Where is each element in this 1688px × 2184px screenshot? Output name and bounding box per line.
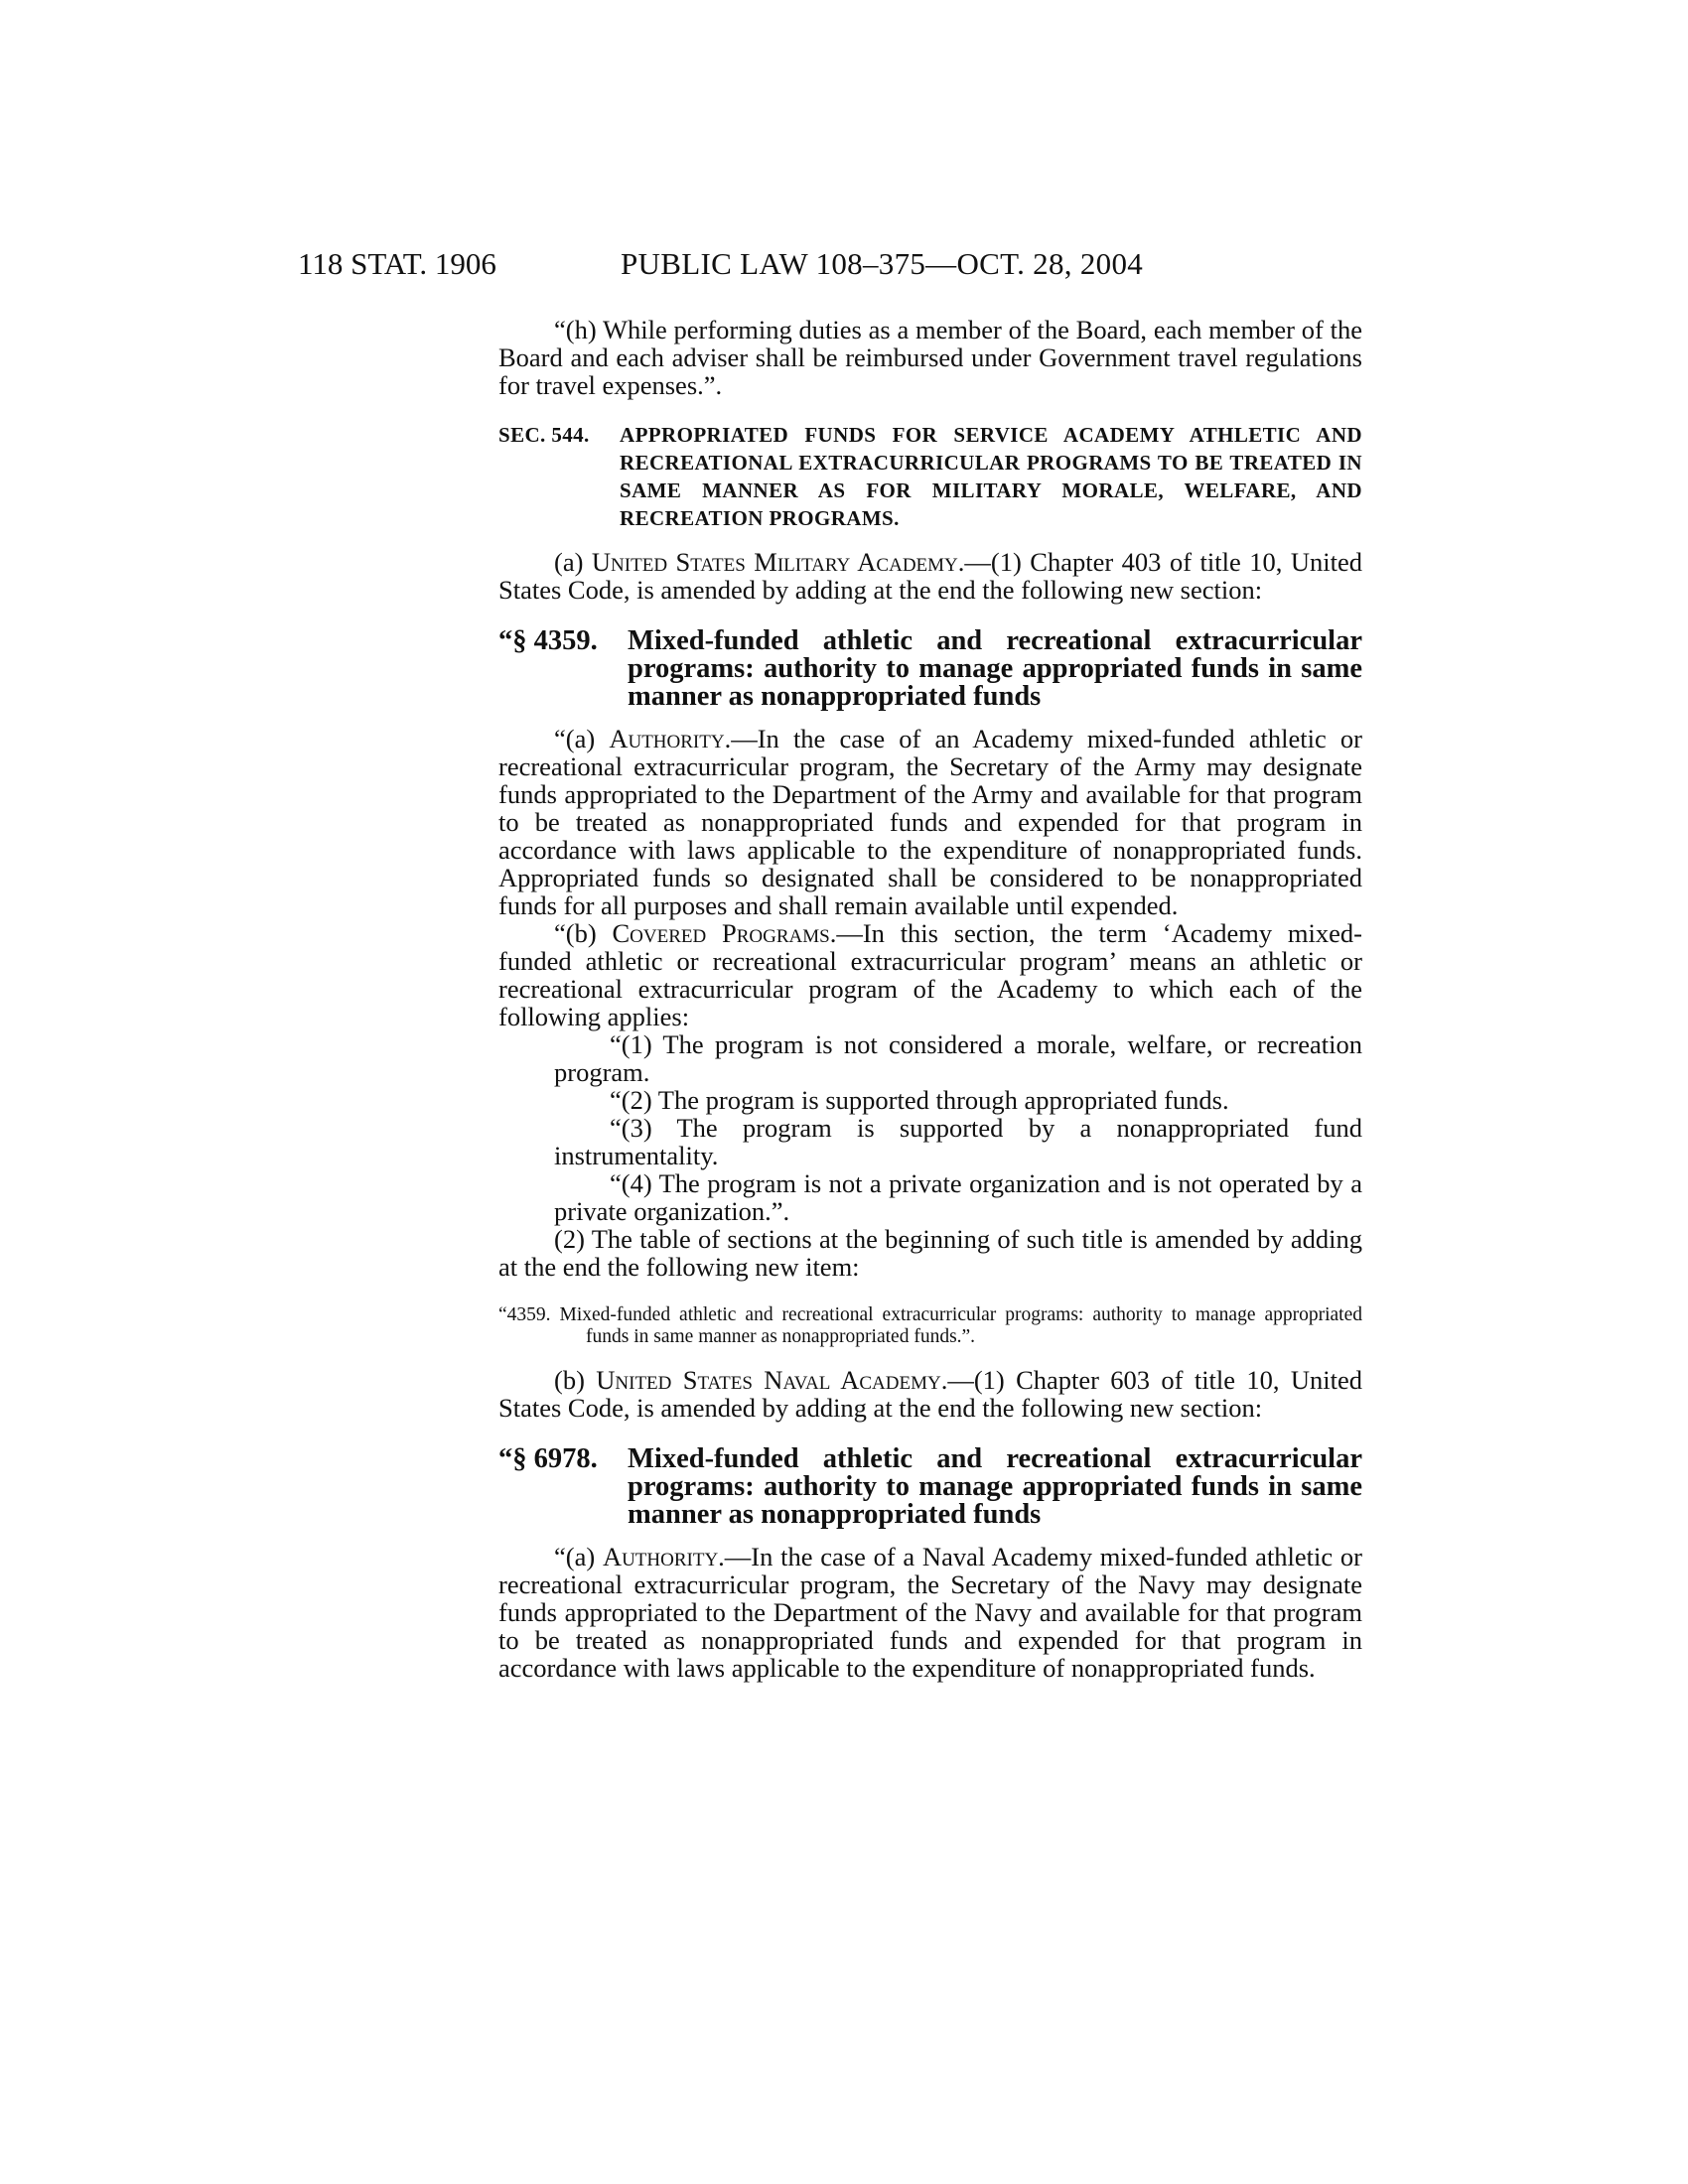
paragraph-text: .—In this section, the term ‘Academy mixed-funded athletic or recreational extracurricular program’ means an athletic or recreational extracurricular program of the Academy to which each of the following applies: (498, 918, 1362, 1031)
page-header (0, 246, 1688, 286)
paragraph-text: .—In the case of a Naval Academy mixed-funded athletic or recreational extracurricular program, the Secretary of the Navy may designate funds appropriated to the Department of the Navy and available for that program to be treated as nonappropriated funds and expended for that program in accordance with laws applicable to the expenditure of nonappropriated funds. (498, 1542, 1362, 1683)
table-of-sections-item: “4359. Mixed-funded athletic and recreational extracurricular programs: authority to manage appropriated funds in same manner as nonappropriated funds.”. (498, 1304, 1362, 1347)
paragraph-heading: Authority (609, 724, 725, 753)
section-544-heading (498, 421, 1362, 532)
paragraph-2-table-of-sections: (2) The table of sections at the beginning of such title is amended by adding at the end the following new item: (498, 1224, 1362, 1282)
code-section-title: Mixed-funded athletic and recreational extracurricular programs: authority to manage appropriated funds in same manner as nonappropriated funds (628, 1443, 1362, 1530)
list-item: “(4) The program is not a private organization and is not operated by a private organization.”. (554, 1168, 1362, 1226)
code-section-number: “§ 6978. (498, 1443, 598, 1474)
list-item: “(2) The program is supported through appropriated funds. (610, 1085, 1229, 1115)
subsection-text: .—(1) Chapter 403 of title 10, United States Code, is amended by adding at the end the following new section: (498, 547, 1362, 605)
section-4359-covered-programs (498, 919, 1362, 1030)
subsection-a-military-academy (498, 548, 1362, 604)
statute-page-number: 118 STAT. 1906 (298, 246, 496, 281)
paragraph-heading: Authority (602, 1542, 719, 1571)
section-number: SEC. 544. (498, 423, 590, 447)
public-law-citation: PUBLIC LAW 108–375—OCT. 28, 2004 (621, 246, 1144, 281)
section-4359-authority (498, 725, 1362, 919)
paragraph-h: “(h) While performing duties as a member of the Board, each member of the Board and each adviser shall be reimbursed under Government travel regulations for travel expenses.”. (498, 315, 1362, 400)
paragraph-label: “(a) (554, 724, 610, 753)
document-body (498, 316, 1362, 1682)
paragraph-label: “(a) (554, 1542, 603, 1571)
section-title: APPROPRIATED FUNDS FOR SERVICE ACADEMY ATHLETIC AND RECREATIONAL EXTRACURRICULAR PROGRAMS TO BE TREATED IN SAME MANNER AS FOR MILITARY MORALE, WELFARE, AND RECREATION PROGRAMS. (620, 423, 1362, 530)
section-6978-authority (498, 1543, 1362, 1682)
section-4359-heading (498, 627, 1362, 711)
subsection-heading: United States Naval Academy (596, 1365, 941, 1395)
section-6978-heading (498, 1445, 1362, 1529)
subsection-b-naval-academy (498, 1366, 1362, 1422)
paragraph-label: “(b) (554, 918, 613, 948)
subsection-label: (b) (554, 1365, 597, 1395)
list-item: “(1) The program is not considered a morale, welfare, or recreation program. (554, 1029, 1362, 1087)
code-section-title: Mixed-funded athletic and recreational extracurricular programs: authority to manage appropriated funds in same manner as nonappropriated funds (628, 625, 1362, 712)
code-section-number: “§ 4359. (498, 625, 598, 656)
list-item: “(3) The program is supported by a nonappropriated fund instrumentality. (554, 1113, 1362, 1170)
subsection-text: .—(1) Chapter 603 of title 10, United States Code, is amended by adding at the end the following new section: (498, 1365, 1363, 1423)
paragraph-text: .—In the case of an Academy mixed-funded athletic or recreational extracurricular program, the Secretary of the Army may designate funds appropriated to the Department of the Army and available for that program to be treated as nonappropriated funds and expended for that program in accordance with laws applicable to the expenditure of nonappropriated funds. Appropriated funds so designated shall be considered to be nonappropriated funds for all purposes and shall remain available until expended. (498, 724, 1362, 920)
subsection-heading: United States Military Academy (591, 547, 958, 577)
paragraph-heading: Covered Programs (612, 918, 830, 948)
subsection-label: (a) (554, 547, 592, 577)
